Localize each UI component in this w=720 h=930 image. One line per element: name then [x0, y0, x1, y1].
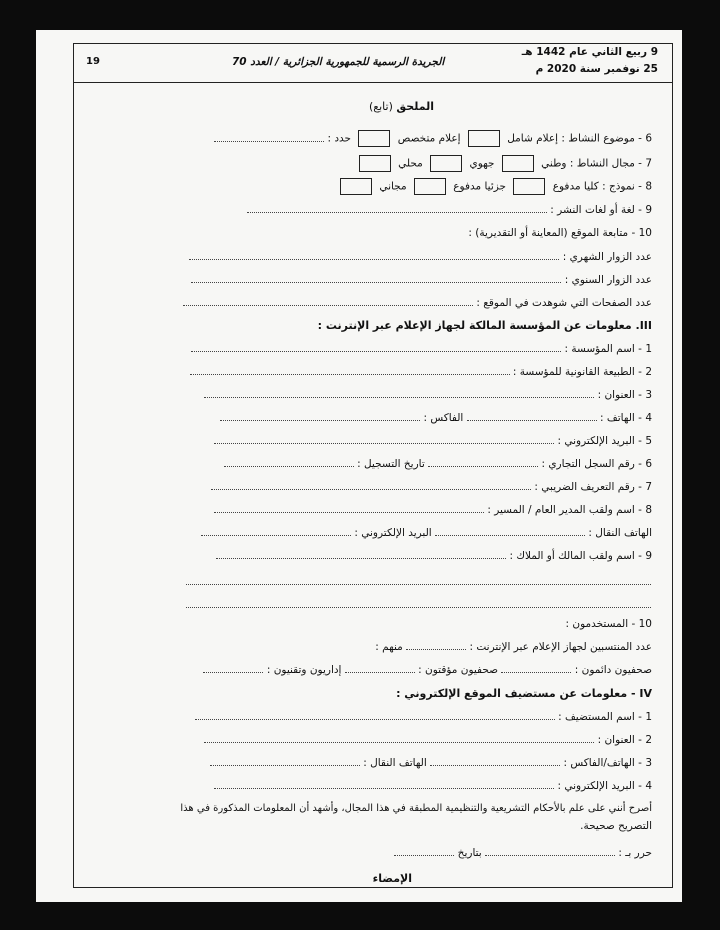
on-date-field[interactable]	[394, 847, 454, 856]
host-phone-fax-label: 3 - الهاتف/الفاكس :	[563, 757, 652, 769]
address-label: 3 - العنوان :	[597, 389, 652, 401]
partially-paid-checkbox[interactable]	[414, 178, 446, 195]
address-row	[186, 389, 652, 401]
host-name-field[interactable]	[195, 711, 555, 720]
fully-paid-checkbox[interactable]	[513, 178, 545, 195]
partially-paid-label: جزئيا مدفوع	[453, 180, 507, 193]
host-address-field[interactable]	[204, 734, 594, 743]
languages-field[interactable]	[247, 204, 547, 213]
free-checkbox[interactable]	[340, 178, 372, 195]
made-at-field[interactable]	[485, 847, 615, 856]
owners-extra-line-2[interactable]	[186, 606, 651, 608]
gazette-title: الجريدة الرسمية للجمهورية الجزائرية / العدد 70	[232, 56, 445, 68]
email-field[interactable]	[214, 435, 554, 444]
temporary-journalists-label: صحفيون مؤقتون :	[418, 664, 499, 676]
legal-nature-row	[186, 366, 652, 378]
section-iv-title: IV - معلومات عن مستضيف الموقع الإلكتروني :	[396, 687, 652, 700]
tax-id-row	[186, 481, 652, 493]
hijri-date: 9 ربيع الثاني عام 1442 هـ	[521, 46, 658, 58]
annual-visitors-field[interactable]	[191, 274, 561, 283]
host-phone-fax-field[interactable]	[430, 757, 560, 766]
regional-checkbox[interactable]	[430, 155, 462, 172]
director-row	[186, 504, 652, 516]
model-label: 8 - نموذج : كليا مدفوع	[552, 180, 652, 193]
permanent-journalists-label: صحفيون دائمون :	[574, 664, 652, 676]
model-row	[186, 178, 652, 195]
of-them-label: منهم :	[375, 641, 403, 653]
specialized-media-label: إعلام متخصص	[397, 132, 461, 145]
address-field[interactable]	[204, 389, 594, 398]
host-email-field[interactable]	[214, 780, 554, 789]
director-label: 8 - اسم ولقب المدير العام / المسير :	[487, 504, 652, 516]
pages-viewed-field[interactable]	[183, 297, 473, 306]
owners-field[interactable]	[216, 550, 506, 559]
monthly-visitors-label: عدد الزوار الشهري :	[562, 251, 652, 263]
monthly-visitors-row	[186, 251, 652, 263]
made-at-row	[186, 847, 652, 859]
members-row	[186, 641, 652, 653]
host-phone-row	[186, 757, 652, 769]
admin-technical-label: إداريون وتقنيون :	[266, 664, 342, 676]
owners-extra-line-1[interactable]	[186, 583, 651, 585]
declaration-line-2: التصريح صحيحة.	[580, 820, 652, 832]
page-header	[74, 44, 672, 83]
director-email-label: البريد الإلكتروني :	[354, 527, 432, 539]
phone-field[interactable]	[467, 412, 597, 421]
tax-id-label: 7 - رقم التعريف الضريبي :	[534, 481, 652, 493]
institution-name-row	[186, 343, 652, 355]
tax-id-field[interactable]	[211, 481, 531, 490]
general-media-checkbox[interactable]	[468, 130, 500, 147]
director-mobile-field[interactable]	[435, 527, 585, 536]
host-mobile-label: الهاتف النقال :	[363, 757, 427, 769]
legal-nature-field[interactable]	[190, 366, 510, 375]
director-contact-row	[186, 527, 652, 539]
institution-name-field[interactable]	[191, 343, 561, 352]
members-field[interactable]	[406, 641, 466, 650]
page-number: 19	[86, 56, 100, 67]
specify-field[interactable]	[214, 133, 324, 142]
local-checkbox[interactable]	[359, 155, 391, 172]
annex-title: الملحق	[396, 100, 434, 113]
host-name-row	[186, 711, 652, 723]
host-email-row	[186, 780, 652, 792]
users-label: 10 - المستخدمون :	[565, 618, 652, 630]
commercial-register-row	[186, 458, 652, 470]
languages-label: 9 - لغة أو لغات النشر :	[550, 204, 652, 216]
email-row	[186, 435, 652, 447]
national-checkbox[interactable]	[502, 155, 534, 172]
pages-viewed-row	[186, 297, 652, 309]
permanent-journalists-field[interactable]	[501, 664, 571, 673]
host-name-label: 1 - اسم المستضيف :	[558, 711, 652, 723]
host-email-label: 4 - البريد الإلكتروني :	[557, 780, 652, 792]
annex-continued: (تابع)	[368, 100, 393, 113]
admin-technical-field[interactable]	[203, 664, 263, 673]
signature-label: الإمضاء	[372, 872, 412, 885]
email-label: 5 - البريد الإلكتروني :	[557, 435, 652, 447]
staff-breakdown-row	[186, 664, 652, 676]
activity-subject-row	[186, 130, 652, 147]
host-address-label: 2 - العنوان :	[597, 734, 652, 746]
page-frame	[73, 43, 673, 888]
section-iii-title: III. معلومات عن المؤسسة المالكة لجهاز الإعلام عبر الإنترنت :	[317, 319, 652, 332]
host-address-row	[186, 734, 652, 746]
director-email-field[interactable]	[201, 527, 351, 536]
on-date-label: بتاريخ	[457, 847, 482, 859]
fax-label: الفاكس :	[423, 412, 464, 424]
monthly-visitors-field[interactable]	[189, 251, 559, 260]
director-mobile-label: الهاتف النقال :	[588, 527, 652, 539]
fax-field[interactable]	[220, 412, 420, 421]
commercial-register-label: 6 - رقم السجل التجاري :	[541, 458, 652, 470]
owners-label: 9 - اسم ولقب المالك أو الملاك :	[509, 550, 652, 562]
registration-date-label: تاريخ التسجيل :	[357, 458, 425, 470]
annex-heading	[369, 100, 434, 113]
gazette-page	[36, 30, 682, 902]
host-mobile-field[interactable]	[210, 757, 360, 766]
owners-row	[186, 550, 652, 562]
gregorian-date: 25 نوفمبر سنة 2020 م	[535, 63, 658, 75]
declaration-line-1: أصرح أنني على علم بالأحكام التشريعية والتنظيمية المطبقة في هذا المجال، وأشهد أن المعلومات المذكورة في هذا	[180, 803, 652, 814]
temporary-journalists-field[interactable]	[345, 664, 415, 673]
site-tracking-label: 10 - متابعة الموقع (المعاينة أو التقديرية) :	[468, 227, 652, 239]
activity-subject-label: 6 - موضوع النشاط : إعلام شامل	[507, 132, 652, 145]
institution-name-label: 1 - اسم المؤسسة :	[564, 343, 652, 355]
languages-row	[186, 204, 652, 216]
annual-visitors-row	[186, 274, 652, 286]
specify-label: حدد :	[327, 132, 352, 145]
legal-nature-label: 2 - الطبيعة القانونية للمؤسسة :	[512, 366, 652, 378]
phone-label: 4 - الهاتف :	[600, 412, 652, 424]
local-label: محلي	[398, 157, 423, 170]
activity-scope-label: 7 - مجال النشاط : وطني	[541, 157, 652, 170]
regional-label: جهوي	[469, 157, 495, 170]
made-at-label: حرر بـ :	[618, 847, 652, 859]
specialized-media-checkbox[interactable]	[358, 130, 390, 147]
activity-scope-row	[186, 155, 652, 172]
registration-date-field[interactable]	[224, 458, 354, 467]
free-label: مجاني	[379, 180, 407, 193]
members-label: عدد المنتسبين لجهاز الإعلام عبر الإنترنت :	[469, 641, 652, 653]
pages-viewed-label: عدد الصفحات التي شوهدت في الموقع :	[476, 297, 652, 309]
director-field[interactable]	[214, 504, 484, 513]
phone-fax-row	[186, 412, 652, 424]
commercial-register-field[interactable]	[428, 458, 538, 467]
annual-visitors-label: عدد الزوار السنوي :	[564, 274, 652, 286]
